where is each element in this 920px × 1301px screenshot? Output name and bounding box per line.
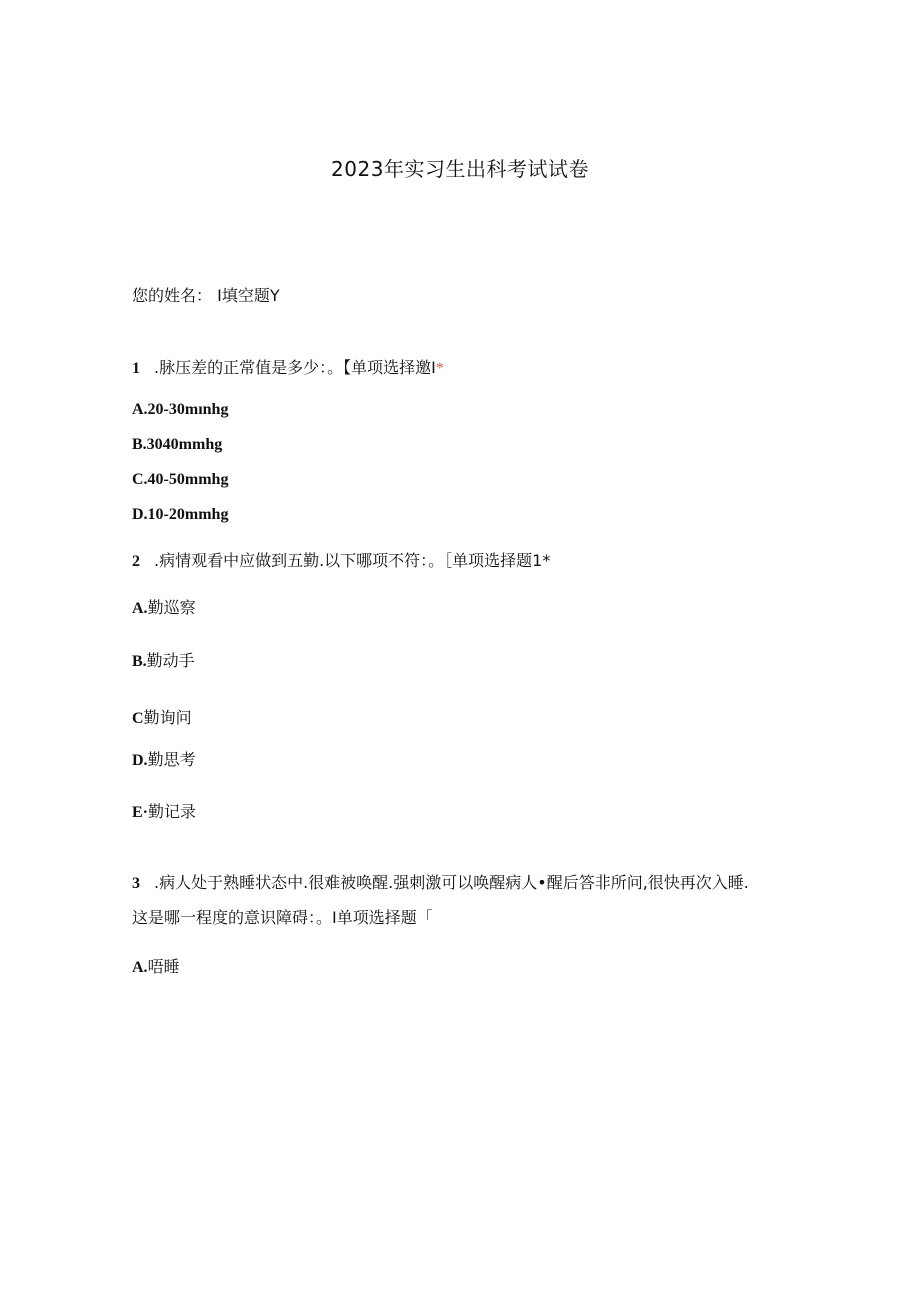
option-text: 勤记录 xyxy=(148,802,197,821)
question-3 xyxy=(132,873,749,894)
question-1 xyxy=(132,358,444,379)
question-number: 1 xyxy=(132,360,140,377)
option-2d[interactable] xyxy=(132,750,196,771)
option-prefix: E· xyxy=(132,804,149,821)
page-title: 2023年实习生出科考试试卷 xyxy=(331,157,589,181)
option-1c[interactable]: C.40-50mmhg xyxy=(132,471,229,488)
question-number: 2 xyxy=(132,553,140,570)
question-number: 3 xyxy=(132,875,140,892)
option-text: 勤动手 xyxy=(146,651,195,670)
option-1b[interactable]: B.3040mmhg xyxy=(132,436,223,453)
option-text: 勤思考 xyxy=(147,750,196,769)
option-prefix: C xyxy=(132,710,144,727)
question-text: .脉压差的正常值是多少：。【单项选择邀I xyxy=(154,358,436,377)
option-text: 勤询问 xyxy=(143,708,192,727)
question-3-line2: 这是哪一程度的意识障碍：。I单项选择题「 xyxy=(132,908,433,927)
option-2a[interactable] xyxy=(132,598,196,619)
option-2e[interactable] xyxy=(132,802,196,823)
name-field-label: 您的姓名： xyxy=(132,286,213,305)
option-2c[interactable] xyxy=(132,708,192,729)
option-prefix: B. xyxy=(132,653,147,670)
question-2 xyxy=(132,551,550,572)
option-text: 唔睡 xyxy=(147,957,180,976)
required-star: * xyxy=(435,360,444,377)
option-text: 勤巡察 xyxy=(147,598,196,617)
question-text: .病情观看中应做到五勤.以下哪项不符：。［单项选择题1* xyxy=(154,551,551,570)
question-text: .病人处于熟睡状态中.很难被唤醒.强刺激可以唤醒病人•醒后答非所问,很快再次入睡. xyxy=(154,873,749,892)
option-prefix: A. xyxy=(132,959,148,976)
option-1d[interactable]: D.10-20mmhg xyxy=(132,506,229,523)
option-prefix: D. xyxy=(132,752,148,769)
option-1a[interactable]: A.20-30mınhg xyxy=(132,401,229,418)
name-field-row xyxy=(132,286,280,306)
name-field-tag: I填空题Y xyxy=(217,286,280,305)
option-3a[interactable] xyxy=(132,957,180,978)
option-prefix: A. xyxy=(132,600,148,617)
option-2b[interactable] xyxy=(132,651,195,672)
